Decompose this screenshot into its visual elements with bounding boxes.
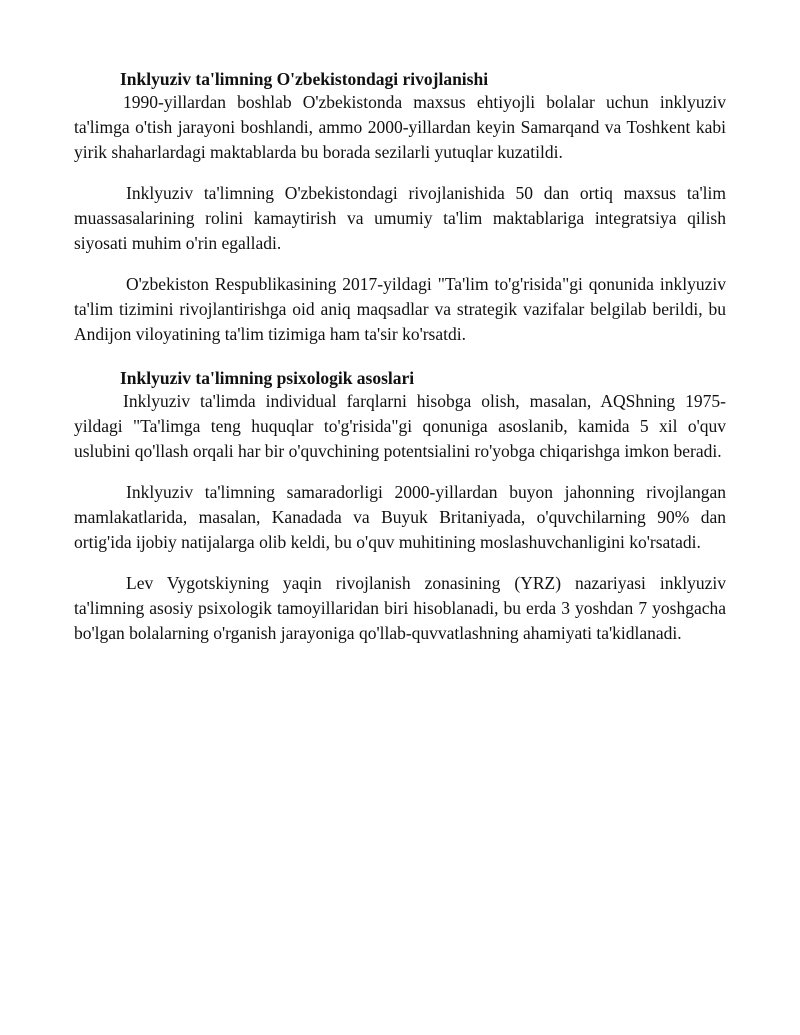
section-heading: Inklyuziv ta'limning O'zbekistondagi rivojlanishi [120,69,489,89]
section-development-in-uzbekistan [74,68,726,347]
paragraph: O'zbekiston Respublikasining 2017-yildagi "Ta'lim to'g'risida"gi qonunida inklyuziv ta'lim tizimini rivojlantirishga oid aniq maqsadlar va strategik vazifalar belgilab berildi, bu Andijon viloyatining ta'lim tizimiga ham ta'sir ko'rsatdi. [74,274,726,344]
paragraph: Inklyuziv ta'limning samaradorligi 2000-yillardan buyon jahonning rivojlangan mamlakatlarida, masalan, Kanadada va Buyuk Britaniyada, o'quvchilarning 90% dan ortig'ida ijobiy natijalarga olib keldi, bu o'quv muhitining moslashuvchanligini ko'rsatadi. [74,482,726,552]
section-psychological-foundations [74,367,726,646]
paragraph: Lev Vygotskiyning yaqin rivojlanish zonasining (YRZ) nazariyasi inklyuziv ta'limning asosiy psixologik tamoyillaridan biri hisoblanadi, bu erda 3 yoshdan 7 yoshgacha bo'lgan bolalarning o'rganish jarayoniga qo'llab-quvvatlashning ahamiyati ta'kidlanadi. [74,573,726,643]
section-heading: Inklyuziv ta'limning psixologik asoslari [120,368,415,388]
paragraph: 1990-yillardan boshlab O'zbekistonda maxsus ehtiyojli bolalar uchun inklyuziv ta'limga o'tish jarayoni boshlandi, ammo 2000-yillardan keyin Samarqand va Toshkent kabi yirik shaharlardagi maktablarda bu borada sezilarli yutuqlar kuzatildi. [74,92,726,162]
paragraph: Inklyuziv ta'limda individual farqlarni hisobga olish, masalan, AQShning 1975-yildagi "Ta'limga teng huquqlar to'g'risida"gi qonuniga asoslanib, kamida 5 xil o'quv uslubini qo'llash orqali har bir o'quvchining potentsialini ro'yobga chiqarishga imkon beradi. [74,391,726,461]
paragraph: Inklyuziv ta'limning O'zbekistondagi rivojlanishida 50 dan ortiq maxsus ta'lim muassasalarining rolini kamaytirish va umumiy ta'lim maktablariga integratsiya qilish siyosati muhim o'rin egalladi. [74,183,726,253]
